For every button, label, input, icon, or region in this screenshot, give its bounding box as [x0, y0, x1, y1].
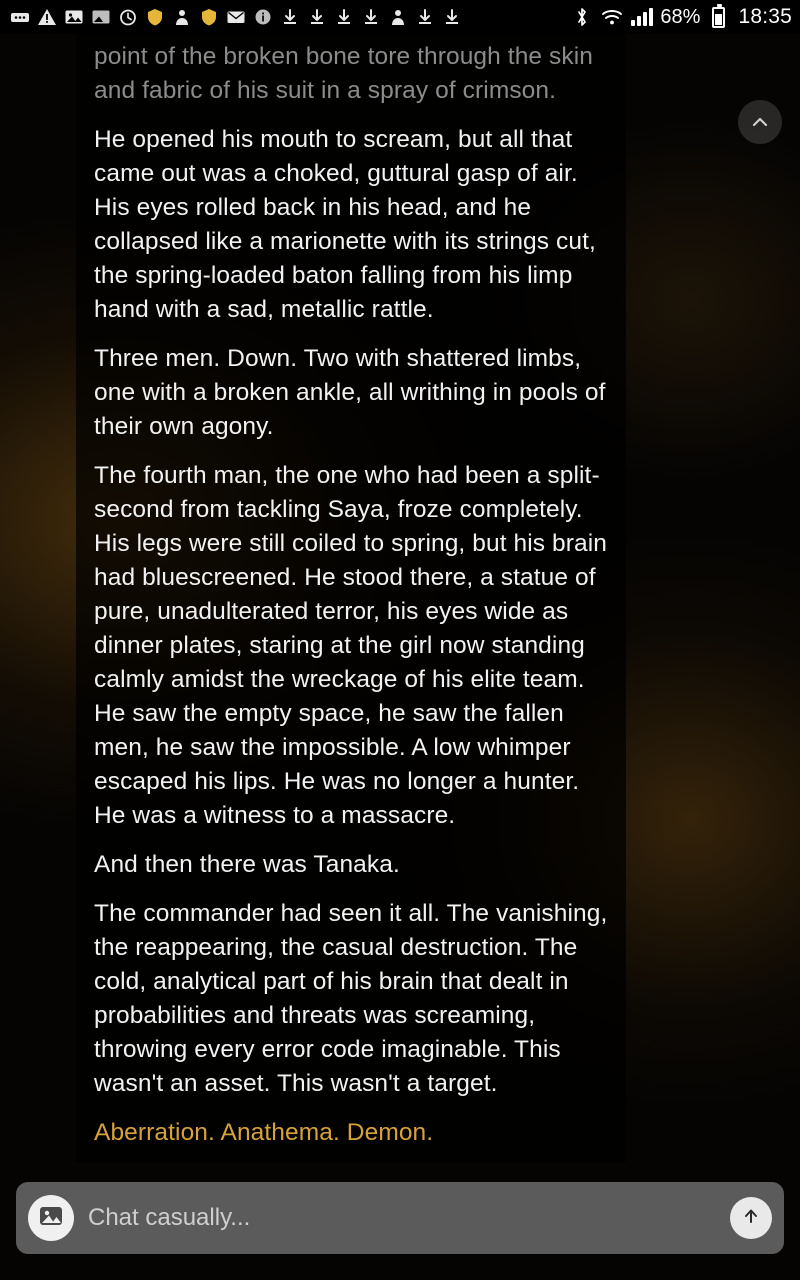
story-paragraph: And then there was Tanaka. — [94, 851, 400, 878]
chat-composer — [16, 1182, 784, 1254]
send-button[interactable] — [730, 1197, 772, 1239]
story-paragraph: He opened his mouth to scream, but all that came out was a choked, guttural gasp of air. His eyes rolled back in his head, and he collapsed like a marionette with its strings cut, the spring-loaded baton falling from his limp hand with a sad, metallic rattle. — [94, 126, 596, 323]
image-attach-icon — [38, 1203, 64, 1234]
mail-at-icon — [224, 5, 248, 29]
download-icon-6 — [440, 5, 464, 29]
story-reading-pane[interactable] — [76, 34, 626, 1162]
story-paragraph: The commander had seen it all. The vanishing, the reappearing, the casual destruction. The cold, analytical part of his brain that dealt in probabilities and threats was screaming, throwing every error code imaginable. This wasn't an asset. This wasn't a target. — [94, 900, 608, 1097]
chat-input[interactable] — [74, 1204, 730, 1232]
person-badge-icon — [170, 5, 194, 29]
story-text-container — [76, 34, 626, 1150]
cellular-signal-icon — [630, 5, 654, 29]
story-paragraph-accent: Aberration. Anathema. Demon. — [94, 1119, 434, 1146]
battery-percent-label: 68% — [660, 5, 701, 28]
download-icon-1 — [278, 5, 302, 29]
shield-badge-2-icon — [197, 5, 221, 29]
download-icon-2 — [305, 5, 329, 29]
story-paragraph: The fourth man, the one who had been a split-second from tackling Saya, froze completely. His legs were still coiled to spring, but his brain had bluescreened. He stood there, a statue of pure, unadulterated terror, his eyes wide as dinner plates, staring at the girl now standing calmly amidst the wreckage of his elite team. He saw the empty space, he saw the fallen men, he saw the impossible. A low whimper escaped his lips. He was no longer a hunter. He was a witness to a massacre. — [94, 462, 608, 829]
status-bar-notification-icons — [8, 0, 570, 34]
alarm-clock-icon — [116, 5, 140, 29]
more-dots-icon — [8, 5, 32, 29]
scroll-to-top-button[interactable] — [738, 100, 782, 144]
story-paragraph: point of the broken bone tore through the skin and fabric of his suit in a spray of crimson. — [94, 43, 594, 104]
send-arrow-up-icon — [739, 1204, 763, 1233]
photo-icon — [89, 5, 113, 29]
wifi-icon — [600, 5, 624, 29]
person-badge-2-icon — [386, 5, 410, 29]
clock-label: 18:35 — [738, 5, 792, 28]
status-bar — [0, 0, 800, 34]
story-paragraph: Three men. Down. Two with shattered limbs, one with a broken ankle, all writhing in pools of their own agony. — [94, 345, 606, 440]
shield-badge-icon — [143, 5, 167, 29]
info-circle-icon — [251, 5, 275, 29]
battery-icon — [706, 5, 730, 29]
warning-triangle-icon — [35, 5, 59, 29]
download-icon-4 — [359, 5, 383, 29]
bluetooth-icon — [570, 5, 594, 29]
chevron-up-icon — [748, 110, 772, 134]
image-icon — [62, 5, 86, 29]
download-icon-5 — [413, 5, 437, 29]
download-icon-3 — [332, 5, 356, 29]
image-attach-button[interactable] — [28, 1195, 74, 1241]
status-bar-system-icons — [570, 0, 792, 34]
